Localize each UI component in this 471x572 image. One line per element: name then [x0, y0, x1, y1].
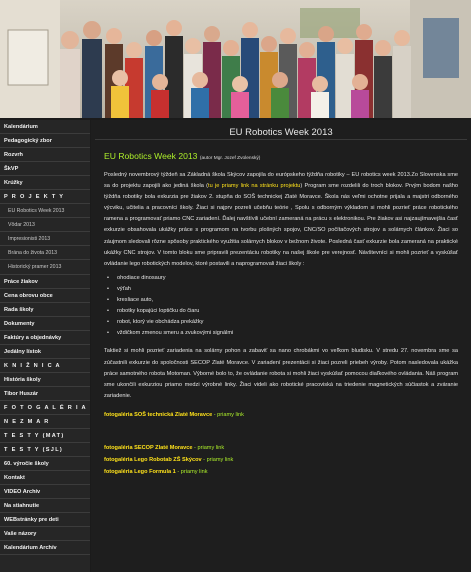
sidebar-item-nezmar[interactable]: N E Z M A R — [0, 415, 90, 429]
list-item: • výťah — [117, 284, 458, 295]
article-body — [104, 150, 458, 478]
article-title: EU Robotics Week 2013 — [104, 151, 198, 161]
sidebar-item-cena-obce[interactable]: Cena obrovu obce — [0, 289, 90, 303]
gallery-link-sos[interactable] — [104, 410, 458, 421]
sidebar-item-jedalny-listok[interactable]: Jedálny lístok — [0, 345, 90, 359]
sidebar-item-na-stiahnutie[interactable]: Na stiahnutie — [0, 499, 90, 513]
gallery-link-secop[interactable] — [104, 443, 458, 454]
list-item: • ohodiace dinosaury — [117, 273, 458, 284]
article-author: (autor Mgr. Jozef Zvolenský) — [199, 156, 261, 161]
sidebar-item-projekty[interactable]: P R O J E K T Y — [0, 190, 90, 204]
gallery-link-secop-suffix[interactable]: - priamy link — [192, 444, 225, 451]
sidebar-subitem-historicky-pramer[interactable]: Historický pramer 2013 — [0, 260, 90, 274]
gallery-link-sos-suffix[interactable]: - priamy link — [212, 411, 244, 418]
sidebar-item-faktury[interactable]: Faktúry a objednávky — [0, 331, 90, 345]
gallery-link-secop-label[interactable]: fotogaléria SECOP Zlaté Moravce — [104, 444, 193, 451]
sidebar-subitem-vodar[interactable]: Vôdar 2013 — [0, 218, 90, 232]
second-paragraph: Taktiež si mohli pozrieť zariadenia na solárny pohon a zabaviť sa nano chrobákmi vo veľkom bludisku. V stredu 27. novembra sme sa zúčastnili exkurzie do spoločnosti SECOP Zlaté Moravce. V zariadení prezentácii si žiaci pozreli priebeh výroby. Potom nasledovala ukážka práce samotného robota Motoman. Výborné bolo to, že ovládanie robota si mohli žiaci vyskúšať pomocou diaľkového ovládania. Náš program sme ukončili exkurziou priamo medzi výrobné linky. Žiaci videli ako robotické pracoviská na triedenie magnetických súčiastok a zváranie zariadenie. — [104, 348, 458, 399]
sidebar-subitem-impresionisti[interactable]: Impresionisti 2013 — [0, 232, 90, 246]
gallery-link-lego-formula[interactable] — [104, 467, 458, 478]
intro-paragraph — [104, 170, 458, 270]
group-photo-image — [0, 0, 471, 118]
header-divider — [95, 139, 467, 140]
sidebar-menu — [0, 120, 90, 572]
sidebar-item-fotogaleria[interactable]: F O T O G A L É R I A — [0, 401, 90, 415]
sidebar-item-testy-sjl[interactable]: T E S T Y (SJL) — [0, 443, 90, 457]
sidebar-subitem-brana-do-zivota[interactable]: Brána do života 2013 — [0, 246, 90, 260]
gallery-link-lego-robotab-label[interactable]: fotogaléria Lego Robotab ZŠ Skýcov — [104, 457, 202, 464]
list-item: • robot, ktorý vie obchádza prekážky — [117, 317, 458, 328]
sidebar-item-60-vyrocie[interactable]: 60. výročie školy — [0, 457, 90, 471]
list-item: • kresliace auto, — [117, 295, 458, 306]
sidebar-item-vase-nazory[interactable]: Vaše názory — [0, 527, 90, 541]
sidebar-item-pedagogicky-zbor[interactable]: Pedagogický zbor — [0, 134, 90, 148]
sidebar-item-prace-ziakov[interactable]: Práce žiakov — [0, 275, 90, 289]
list-item: • vždičkom zmenou smeru a zvukovými signálmi — [117, 328, 458, 339]
header-banner-photo — [0, 0, 471, 118]
sidebar-item-kalendarium[interactable]: Kalendárium — [0, 120, 90, 134]
page-header — [91, 120, 471, 142]
sidebar-item-tibor-huszar[interactable]: Tibor Huszár — [0, 387, 90, 401]
sidebar-item-rada-skoly[interactable]: Rada školy — [0, 303, 90, 317]
robot-models-list — [117, 273, 458, 340]
sidebar-item-video-archiv[interactable]: VIDEO Archív — [0, 485, 90, 499]
gallery-link-lego-formula-suffix[interactable]: - priamy link — [175, 469, 208, 476]
gallery-link-lego-formula-label[interactable]: fotogaléria Lego Formula 1 — [104, 469, 176, 476]
sidebar-item-testy-mat[interactable]: T E S T Y (MAT) — [0, 429, 90, 443]
sidebar-item-kruzky[interactable]: Krúžky — [0, 176, 90, 190]
gallery-link-lego-robotab-suffix[interactable]: - priamy link — [201, 457, 234, 464]
main-content — [91, 120, 471, 572]
sidebar-item-rozvrh[interactable]: Rozvrh — [0, 148, 90, 162]
sidebar-item-kniznica[interactable]: K N I Ž N I C A — [0, 359, 90, 373]
article-heading — [104, 150, 458, 165]
sidebar-item-kontakt[interactable]: Kontakt — [0, 471, 90, 485]
list-item: • robotky kopajúci loptičku do čiaru — [117, 306, 458, 317]
sidebar-item-skvp[interactable]: ŠkVP — [0, 162, 90, 176]
sidebar-item-webstranky-pre-deti[interactable]: WEBstránky pre deti — [0, 513, 90, 527]
intro-text-1: Posledný novembrový týždeň sa Základná škola Skýcov zapojila do európskeho týždňa robotiky – EU robotics week 2013.Zo Slovenska sme sa do projektu zapojili ako jediná škola ( — [104, 172, 458, 190]
sidebar-item-dokumenty[interactable]: Dokumenty — [0, 317, 90, 331]
sidebar-item-kalendarium-archiv[interactable]: Kalendárium Archív — [0, 541, 90, 555]
gallery-link-lego-robotab[interactable] — [104, 455, 458, 466]
gallery-link-sos-label[interactable]: fotogaléria SOŠ technická Zlaté Moravce — [104, 411, 213, 418]
page-title: EU Robotics Week 2013 — [229, 127, 333, 138]
project-page-link[interactable]: tu je priamy link na stránku projektu — [208, 183, 301, 190]
intro-text-2: ) Program sme rozdelili do troch blokov. Prvým bodom našho týždňa robotiky bola exkurzia pre žiakov 2. stupňa do SOŠ technickej Zlaté Moravce. Škola nás veľmi ochotne prijala a majstri odborného výcviku, učitelia a pracovníci školy. Žiaci si najprv pozreli učebňu teórie , Spolu s odborným výkladom si mohli pozrieť práce robotického ramena a programovať priamo CNC zariadení. Ďalej navštívili učební zameraná na prácu s elektronikou. Pre žiakov asi najzaujímavejšia časť exkurzie obsahovala ukážky práce s programom na tvorbu plošných spojov, CNC/SO počítačových strojov a solárnych článkov. Žiaci so záujmom sledovali rôzne spôsoby praktického využitia solárnych blokov v bežnom živote. Posledná časť exkurzie bola zameraná na praktické ukážky CNC strojov. V tomto bloku sme pripravili prezentáciu robotiky na našej škole pre verejnosť. Návštevníci si mohli pozrieť a vyskúšať ovládanie lego robotických modelov, ktoré postavili a naprogramovali žiaci školy : — [104, 183, 458, 267]
sidebar-subitem-eu-robotics-week[interactable]: EU Robotics Week 2013 — [0, 204, 90, 218]
sidebar-item-historia-skoly[interactable]: História školy — [0, 373, 90, 387]
